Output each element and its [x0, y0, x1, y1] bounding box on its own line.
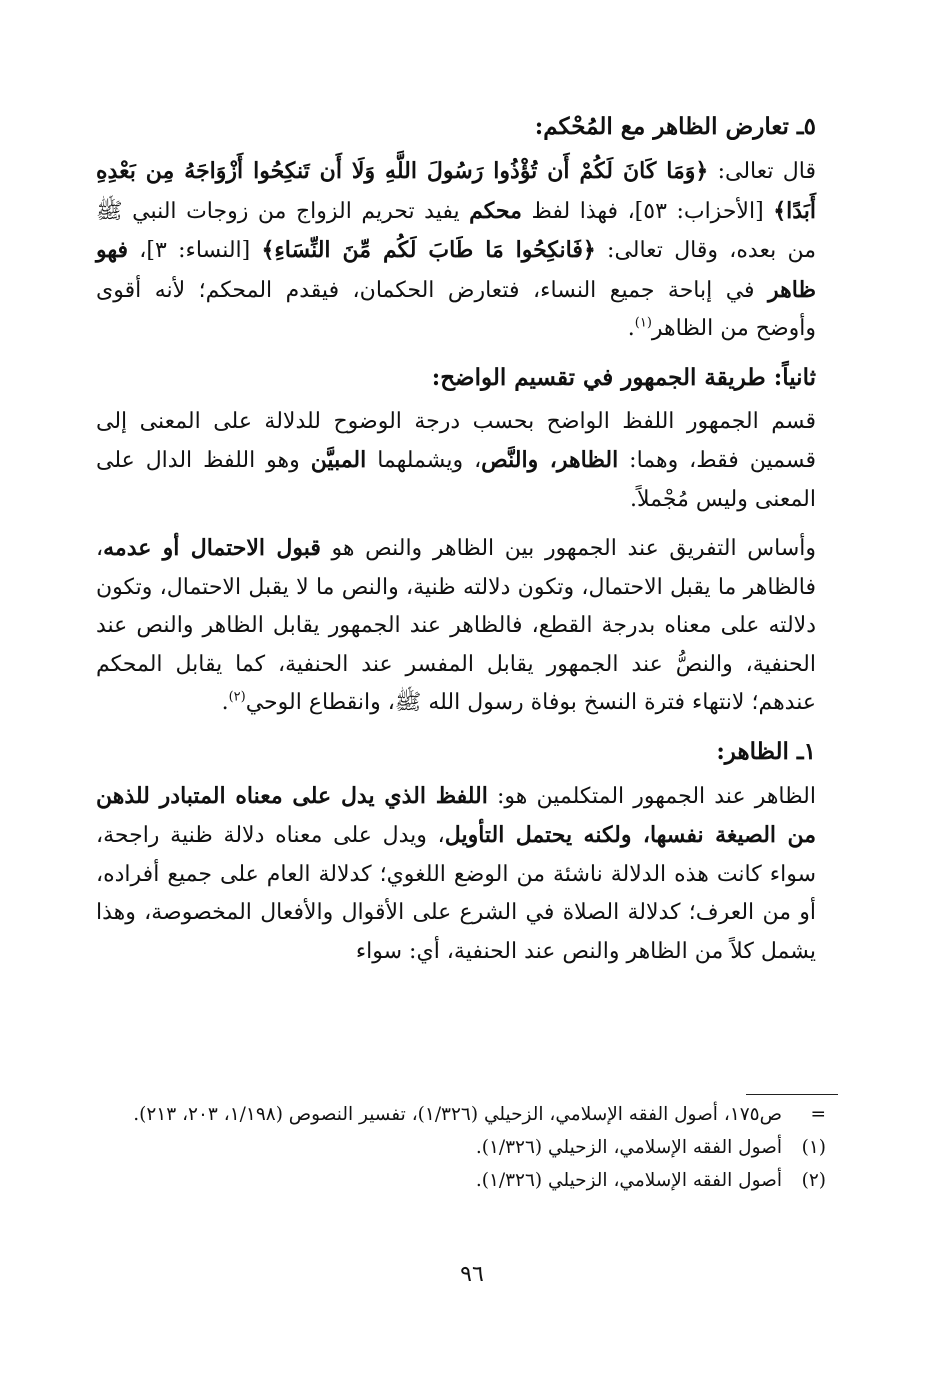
footnote-text: أصول الفقه الإسلامي، الزحيلي (١/٣٢٦).	[475, 1170, 782, 1191]
quran-verse-2: ﴿فَانكِحُوا مَا طَابَ لَكُم مِّنَ النِّسَاءِ﴾	[261, 237, 596, 263]
paragraph-majority-division: قسم الجمهور اللفظ الواضح بحسب درجة الوضوح للدلالة على المعنى إلى قسمين فقط، وهما: الظاهر، والنَّص، ويشملهما المبيَّن وهو اللفظ الدال على المعنى وليس مُجْملاً.	[96, 408, 816, 512]
footnote-text: ص١٧٥، أصول الفقه الإسلامي، الزحيلي (١/٣٢٦)، تفسير النصوص (١/١٩٨، ٢٠٣، ٢١٣).	[133, 1104, 782, 1125]
paragraph-distinction-basis: وأساس التفريق عند الجمهور بين الظاهر والنص هو قبول الاحتمال أو عدمه، فالظاهر ما يقبل الاحتمال، وتكون دلالته ظنية، والنص ما لا يقبل الاحتمال، وتكون دلالته على معناه بدرجة القطع، فالظاهر عند الجمهور يقابل الظاهر والنص عند الحنفية، والنصُّ عند الجمهور يقابل المفسر عند الحنفية، كما يقابل المحكم عندهم؛ لانتهاء فترة النسخ بوفاة رسول الله ﷺ، وانقطاع الوحي$^{(٢)}$.	[96, 535, 817, 715]
section-heading-1: ١ـ الظاهر:	[716, 737, 816, 765]
footnotes	[96, 1098, 826, 1197]
footnote-divider	[746, 1094, 838, 1095]
footnote-mark: (٢)	[801, 1170, 826, 1191]
paragraph-zahir-definition: الظاهر عند الجمهور المتكلمين هو: اللفظ الذي يدل على معناه المتبادر للذهن من الصيغة نفسها، ولكنه يحتمل التأويل، ويدل على معناه دلالة ظنية راجحة، سواء كانت هذه الدلالة ناشئة من الوضع اللغوي؛ كدلالة العام على جميع أفراده، أو من العرف؛ كدلالة الصلاة في الشرع على الأقوال والأفعال المخصوصة، وهذا يشمل كلاً من الظاهر والنص عند الحنفية، أي: سواء	[96, 782, 816, 964]
footnote-ref-2[interactable]: (٢)	[228, 689, 246, 705]
footnote-mark: =	[810, 1104, 826, 1125]
section-heading-5: ٥ـ تعارض الظاهر مع المُحْكم:	[534, 113, 816, 140]
footnote-text: أصول الفقه الإسلامي، الزحيلي (١/٣٢٦).	[475, 1137, 782, 1158]
paragraph-muhkam-conflict: قال تعالى: ﴿وَمَا كَانَ لَكُمْ أَن تُؤْذُوا رَسُولَ اللَّهِ وَلَا أَن تَنكِحُوا أَزْوَاجَهُ مِن بَعْدِهِ أَبَدًا﴾ [الأحزاب: ٥٣]، فهذا لفظ محكم يفيد تحريم الزواج من زوجات النبي ﷺ من بعده، وقال تعالى: ﴿فَانكِحُوا مَا طَابَ لَكُم مِّنَ النِّسَاءِ﴾ [النساء: ٣]، فهو ظاهر في إباحة جميع النساء، فتعارض الحكمان، فيقدم المحكم؛ لأنه أقوى وأوضح من الظاهر$^{(١)}$.	[96, 158, 817, 341]
footnote-item	[96, 1131, 826, 1164]
quran-verse-1: ﴿وَمَا كَانَ لَكُمْ أَن تُؤْذُوا رَسُولَ اللَّهِ وَلَا أَن تَنكِحُوا أَزْوَاجَهُ مِن بَعْدِهِ أَبَدًا﴾	[96, 158, 816, 224]
footnote-mark: (١)	[801, 1137, 826, 1158]
page-number: ٩٦	[460, 1262, 484, 1287]
footnote-ref-1[interactable]: (١)	[634, 315, 652, 331]
section-heading-second: ثانياً: طريقة الجمهور في تقسيم الواضح:	[431, 363, 816, 391]
footnote-item	[96, 1164, 826, 1197]
footnote-item	[96, 1098, 826, 1131]
